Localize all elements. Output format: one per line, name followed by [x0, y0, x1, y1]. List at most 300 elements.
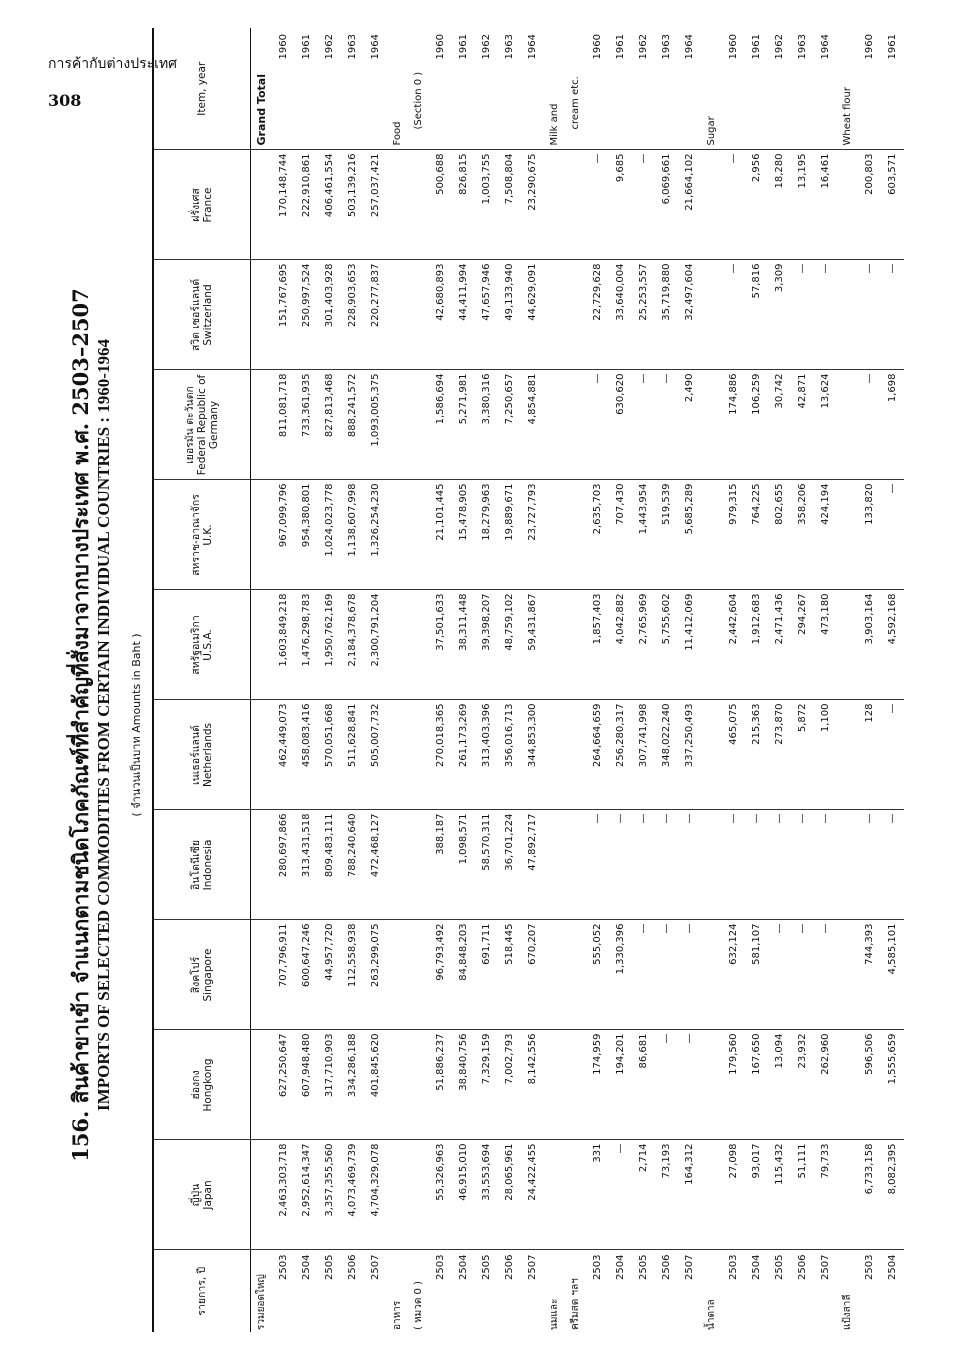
empty-cell — [701, 810, 722, 920]
value-cell: 607,948,480 — [295, 1030, 318, 1140]
value-cell: 826,815 — [452, 150, 475, 260]
empty-cell — [387, 1030, 408, 1140]
header-country — [153, 700, 251, 810]
header-country — [153, 150, 251, 260]
empty-cell — [387, 480, 408, 590]
value-cell: 691,711 — [475, 920, 498, 1030]
empty-cell — [544, 1140, 565, 1250]
section-sublabel-thai: ( หมวด 0 ) — [413, 1281, 424, 1330]
table-row — [475, 28, 498, 1332]
header-country-english: Singapore — [202, 948, 214, 1002]
empty-cell — [837, 370, 858, 480]
row-year-english: 1961 — [881, 28, 904, 150]
value-cell: 15,478,905 — [452, 480, 475, 590]
table-row — [364, 28, 387, 1332]
value-cell: 42,871 — [791, 370, 814, 480]
row-year-thai: 2503 — [435, 1254, 446, 1280]
value-cell: 632,124 — [722, 920, 745, 1030]
value-cell: 5,872 — [791, 700, 814, 810]
value-cell: 106,259 — [745, 370, 768, 480]
row-year-english: 1962 — [768, 28, 791, 150]
empty-cell — [544, 480, 565, 590]
table-row — [272, 28, 295, 1332]
header-country-thai: ญี่ปุ่น — [190, 1183, 202, 1207]
empty-cell — [251, 700, 273, 810]
value-cell: 388,187 — [429, 810, 452, 920]
value-cell: 37,501,633 — [429, 590, 452, 700]
empty-cell — [387, 260, 408, 370]
value-cell: 79,733 — [814, 1140, 837, 1250]
row-year-english: 1960 — [429, 28, 452, 150]
empty-cell — [408, 370, 429, 480]
value-cell: 51,111 — [791, 1140, 814, 1250]
value-cell: 47,657,946 — [475, 260, 498, 370]
row-year-thai: 2506 — [504, 1254, 515, 1280]
empty-cell — [565, 480, 586, 590]
header-country-thai: เยอรมัน ตะวันตก — [184, 386, 196, 464]
empty-cell — [408, 260, 429, 370]
empty-cell — [251, 150, 273, 260]
value-cell: 25,253,557 — [632, 260, 655, 370]
header-country-english: Hongkong — [202, 1058, 214, 1112]
header-country-thai: อินโดนีเซีย — [190, 840, 202, 890]
value-cell: — — [881, 480, 904, 590]
value-cell: — — [745, 810, 768, 920]
value-cell: 86,681 — [632, 1030, 655, 1140]
row-year-english: 1964 — [814, 28, 837, 150]
value-cell: — — [655, 1030, 678, 1140]
header-item-english: Item, year — [153, 28, 251, 150]
value-cell: 23,932 — [791, 1030, 814, 1140]
section-label-thai: อาหาร — [392, 1300, 403, 1330]
value-cell: — — [632, 810, 655, 920]
empty-cell — [408, 480, 429, 590]
empty-cell — [544, 260, 565, 370]
value-cell: 462,449,073 — [272, 700, 295, 810]
value-cell: 7,002,793 — [498, 1030, 521, 1140]
empty-cell — [251, 1140, 273, 1250]
value-cell: 3,903,164 — [858, 590, 881, 700]
section-label-thai: นมและ — [549, 1298, 560, 1330]
value-cell: 511,628,841 — [341, 700, 364, 810]
empty-cell — [544, 150, 565, 260]
empty-cell — [701, 370, 722, 480]
value-cell: 2,714 — [632, 1140, 655, 1250]
row-year-english: 1964 — [521, 28, 544, 150]
empty-cell — [565, 920, 586, 1030]
value-cell: — — [655, 920, 678, 1030]
value-cell: — — [722, 150, 745, 260]
value-cell: 707,796,911 — [272, 920, 295, 1030]
value-cell: 301,403,928 — [318, 260, 341, 370]
row-year-thai: 2506 — [661, 1254, 672, 1280]
row-year-thai: 2506 — [797, 1254, 808, 1280]
empty-cell — [701, 700, 722, 810]
value-cell: 1,443,954 — [632, 480, 655, 590]
value-cell: 744,393 — [858, 920, 881, 1030]
row-year-thai: 2503 — [278, 1254, 289, 1280]
value-cell: 811,081,718 — [272, 370, 295, 480]
empty-cell — [565, 590, 586, 700]
value-cell: — — [655, 370, 678, 480]
row-year-english: 1960 — [586, 28, 609, 150]
row-year-thai: 2505 — [481, 1254, 492, 1280]
value-cell: 55,326,963 — [429, 1140, 452, 1250]
empty-cell — [837, 810, 858, 920]
value-cell: — — [678, 1030, 701, 1140]
value-cell: 46,915,010 — [452, 1140, 475, 1250]
value-cell: 170,148,744 — [272, 150, 295, 260]
value-cell: — — [768, 810, 791, 920]
empty-cell — [408, 150, 429, 260]
value-cell: 280,697,866 — [272, 810, 295, 920]
value-cell: 13,195 — [791, 150, 814, 260]
empty-cell — [251, 810, 273, 920]
value-cell: 348,022,240 — [655, 700, 678, 810]
value-cell: 84,848,203 — [452, 920, 475, 1030]
row-year-thai: 2507 — [370, 1254, 381, 1280]
value-cell: 581,107 — [745, 920, 768, 1030]
section-label-thai: รวมยอดใหญ่ — [256, 1274, 267, 1330]
value-cell: 167,650 — [745, 1030, 768, 1140]
value-cell: 18,279,963 — [475, 480, 498, 590]
value-cell: 2,635,703 — [586, 480, 609, 590]
row-year-thai: 2504 — [301, 1254, 312, 1280]
value-cell: 500,688 — [429, 150, 452, 260]
value-cell: 1,330,396 — [609, 920, 632, 1030]
value-cell: 39,398,207 — [475, 590, 498, 700]
header-country-thai: เนเธอร์แลนด์ — [190, 725, 202, 785]
value-cell: 954,380,801 — [295, 480, 318, 590]
value-cell: 57,816 — [745, 260, 768, 370]
empty-cell — [701, 260, 722, 370]
value-cell: 11,412,069 — [678, 590, 701, 700]
section-label-english: Food — [387, 28, 408, 150]
row-year-english: 1964 — [364, 28, 387, 150]
value-cell: 18,280 — [768, 150, 791, 260]
value-cell: — — [632, 150, 655, 260]
row-year-english: 1961 — [295, 28, 318, 150]
value-cell: 115,432 — [768, 1140, 791, 1250]
table-row — [745, 28, 768, 1332]
header-country-thai: สิงคโปร์ — [190, 956, 202, 994]
value-cell: 164,312 — [678, 1140, 701, 1250]
empty-cell — [544, 590, 565, 700]
section-sublabel-english: cream etc. — [565, 28, 586, 150]
value-cell: 33,553,694 — [475, 1140, 498, 1250]
value-cell: 24,422,455 — [521, 1140, 544, 1250]
value-cell: 30,742 — [768, 370, 791, 480]
table-row — [858, 28, 881, 1332]
empty-cell — [544, 1030, 565, 1140]
empty-cell — [251, 920, 273, 1030]
value-cell: — — [609, 1140, 632, 1250]
running-head: การค้ากับต่างประเทศ — [48, 56, 178, 72]
empty-cell — [701, 150, 722, 260]
value-cell: 313,431,518 — [295, 810, 318, 920]
value-cell: — — [632, 920, 655, 1030]
value-cell: 2,956 — [745, 150, 768, 260]
page-number: 308 — [48, 91, 82, 110]
value-cell: 1,603,849,218 — [272, 590, 295, 700]
value-cell: 3,309 — [768, 260, 791, 370]
value-cell: — — [655, 810, 678, 920]
empty-cell — [565, 1030, 586, 1140]
value-cell: 257,037,421 — [364, 150, 387, 260]
header-country-english: Netherlands — [202, 723, 214, 788]
value-cell: 809,483,111 — [318, 810, 341, 920]
value-cell: 21,664,102 — [678, 150, 701, 260]
table-row — [429, 28, 452, 1332]
value-cell: 2,765,969 — [632, 590, 655, 700]
value-cell: 596,506 — [858, 1030, 881, 1140]
value-cell: 179,560 — [722, 1030, 745, 1140]
value-cell: 1,093,005,375 — [364, 370, 387, 480]
header-country — [153, 920, 251, 1030]
value-cell: 58,570,311 — [475, 810, 498, 920]
value-cell: 228,903,653 — [341, 260, 364, 370]
value-cell: 519,539 — [655, 480, 678, 590]
empty-cell — [837, 590, 858, 700]
section-label-thai: แป้งสาลี — [842, 1294, 853, 1330]
row-year-english: 1960 — [858, 28, 881, 150]
empty-cell — [544, 700, 565, 810]
value-cell: — — [791, 810, 814, 920]
value-cell: 7,329,159 — [475, 1030, 498, 1140]
header-country-english: U.S.A. — [202, 629, 214, 661]
table-row — [881, 28, 904, 1332]
value-cell: 707,430 — [609, 480, 632, 590]
value-cell: — — [814, 810, 837, 920]
empty-cell — [408, 1140, 429, 1250]
empty-cell — [408, 700, 429, 810]
empty-cell — [565, 370, 586, 480]
value-cell: 133,820 — [858, 480, 881, 590]
row-year-english: 1963 — [498, 28, 521, 150]
value-cell: 6,069,661 — [655, 150, 678, 260]
empty-cell — [701, 1030, 722, 1140]
value-cell: 23,290,675 — [521, 150, 544, 260]
value-cell: 967,099,796 — [272, 480, 295, 590]
value-cell: 1,003,755 — [475, 150, 498, 260]
empty-cell — [565, 810, 586, 920]
empty-cell — [544, 920, 565, 1030]
value-cell: 44,957,720 — [318, 920, 341, 1030]
section-label-english: Grand Total — [251, 28, 273, 150]
value-cell: 1,857,403 — [586, 590, 609, 700]
value-cell: 270,018,365 — [429, 700, 452, 810]
value-cell: 33,640,004 — [609, 260, 632, 370]
empty-cell — [408, 1030, 429, 1140]
value-cell: 2,471,436 — [768, 590, 791, 700]
header-country-thai: สหราช-อาณาจักร — [190, 494, 202, 576]
value-cell: 313,403,396 — [475, 700, 498, 810]
value-cell: — — [881, 810, 904, 920]
value-cell: 2,184,378,678 — [341, 590, 364, 700]
value-cell: 51,886,237 — [429, 1030, 452, 1140]
value-cell: 503,139,216 — [341, 150, 364, 260]
value-cell: 465,075 — [722, 700, 745, 810]
value-cell: 38,840,756 — [452, 1030, 475, 1140]
value-cell: — — [814, 260, 837, 370]
value-cell: 356,016,713 — [498, 700, 521, 810]
value-cell: 627,250,647 — [272, 1030, 295, 1140]
value-cell: 6,733,158 — [858, 1140, 881, 1250]
value-cell: 36,701,224 — [498, 810, 521, 920]
value-cell: — — [858, 810, 881, 920]
table-row — [768, 28, 791, 1332]
empty-cell — [408, 920, 429, 1030]
table-row — [498, 28, 521, 1332]
value-cell: 59,431,867 — [521, 590, 544, 700]
row-year-english: 1961 — [609, 28, 632, 150]
row-year-thai: 2504 — [887, 1254, 898, 1280]
value-cell: 2,442,604 — [722, 590, 745, 700]
value-cell: 802,655 — [768, 480, 791, 590]
empty-cell — [408, 810, 429, 920]
header-country-thai: ฮ่องกง — [190, 1070, 202, 1100]
header-country — [153, 810, 251, 920]
section-header-row — [701, 28, 722, 1332]
empty-cell — [837, 1030, 858, 1140]
value-cell: 261,173,269 — [452, 700, 475, 810]
value-cell: 13,624 — [814, 370, 837, 480]
header-country — [153, 260, 251, 370]
row-year-thai: 2505 — [638, 1254, 649, 1280]
row-year-thai: 2503 — [864, 1254, 875, 1280]
value-cell: 401,845,620 — [364, 1030, 387, 1140]
section-subheader-row — [565, 28, 586, 1332]
value-cell: 73,193 — [655, 1140, 678, 1250]
empty-cell — [387, 700, 408, 810]
value-cell: 334,286,188 — [341, 1030, 364, 1140]
value-cell: 424,194 — [814, 480, 837, 590]
value-cell: — — [586, 370, 609, 480]
value-cell: — — [722, 810, 745, 920]
row-year-english: 1963 — [655, 28, 678, 150]
row-year-english: 1962 — [318, 28, 341, 150]
value-cell: 264,664,659 — [586, 700, 609, 810]
value-cell: 670,207 — [521, 920, 544, 1030]
value-cell: 472,468,127 — [364, 810, 387, 920]
value-cell: 1,138,607,998 — [341, 480, 364, 590]
value-cell: — — [678, 920, 701, 1030]
value-cell: 7,250,657 — [498, 370, 521, 480]
empty-cell — [387, 920, 408, 1030]
imports-table — [152, 28, 904, 1332]
empty-cell — [701, 1140, 722, 1250]
value-cell: 21,101,445 — [429, 480, 452, 590]
row-year-thai: 2504 — [615, 1254, 626, 1280]
table-row — [791, 28, 814, 1332]
value-cell: 555,052 — [586, 920, 609, 1030]
value-cell: 128 — [858, 700, 881, 810]
header-country-english: Indonesia — [202, 839, 214, 891]
value-cell: 4,592,168 — [881, 590, 904, 700]
empty-cell — [837, 150, 858, 260]
value-cell: 222,910,861 — [295, 150, 318, 260]
value-cell: 1,100 — [814, 700, 837, 810]
value-cell: 27,098 — [722, 1140, 745, 1250]
value-cell: 8,142,556 — [521, 1030, 544, 1140]
empty-cell — [408, 590, 429, 700]
table-row — [814, 28, 837, 1332]
value-cell: 7,508,804 — [498, 150, 521, 260]
row-year-english: 1962 — [475, 28, 498, 150]
value-cell: 13,094 — [768, 1030, 791, 1140]
row-year-english: 1960 — [722, 28, 745, 150]
section-label-english: Sugar — [701, 28, 722, 150]
row-year-thai: 2507 — [820, 1254, 831, 1280]
value-cell: 3,357,355,560 — [318, 1140, 341, 1250]
table-row — [609, 28, 632, 1332]
table-row — [295, 28, 318, 1332]
row-year-thai: 2503 — [728, 1254, 739, 1280]
value-cell: 44,411,994 — [452, 260, 475, 370]
value-cell: 331 — [586, 1140, 609, 1250]
section-label-english: Milk and — [544, 28, 565, 150]
empty-cell — [837, 480, 858, 590]
value-cell: 19,889,671 — [498, 480, 521, 590]
value-cell: 5,271,981 — [452, 370, 475, 480]
value-cell: 570,051,668 — [318, 700, 341, 810]
value-cell: 48,759,102 — [498, 590, 521, 700]
header-country — [153, 370, 251, 480]
value-cell: 220,277,837 — [364, 260, 387, 370]
value-cell: 294,267 — [791, 590, 814, 700]
value-cell: 979,315 — [722, 480, 745, 590]
empty-cell — [701, 590, 722, 700]
value-cell: 112,558,938 — [341, 920, 364, 1030]
value-cell: 1,476,298,783 — [295, 590, 318, 700]
value-cell: 96,793,492 — [429, 920, 452, 1030]
table-row — [586, 28, 609, 1332]
value-cell: 473,180 — [814, 590, 837, 700]
header-country-thai: สวิต เซอร์แลนด์ — [190, 278, 202, 352]
value-cell: — — [678, 810, 701, 920]
table-row — [655, 28, 678, 1332]
value-cell: 49,133,940 — [498, 260, 521, 370]
value-cell: 38,311,448 — [452, 590, 475, 700]
row-year-english: 1961 — [745, 28, 768, 150]
value-cell: 93,017 — [745, 1140, 768, 1250]
table-title-english: IMPORTS OF SELECTED COMMODITIES FROM CERTAIN INDIVIDUAL COUNTRIES : 1960-1964 — [94, 339, 113, 1111]
empty-cell — [251, 1030, 273, 1140]
value-cell: 1,326,254,230 — [364, 480, 387, 590]
empty-cell — [251, 260, 273, 370]
empty-cell — [565, 260, 586, 370]
table-row — [318, 28, 341, 1332]
row-year-thai: 2503 — [592, 1254, 603, 1280]
section-sublabel-thai: ครีมสด ฯลฯ — [570, 1278, 581, 1330]
value-cell: 174,959 — [586, 1030, 609, 1140]
table-row — [341, 28, 364, 1332]
value-cell: 8,082,395 — [881, 1140, 904, 1250]
value-cell: 1,555,659 — [881, 1030, 904, 1140]
table-row — [722, 28, 745, 1332]
row-year-thai: 2505 — [324, 1254, 335, 1280]
value-cell: 174,886 — [722, 370, 745, 480]
value-cell: 630,620 — [609, 370, 632, 480]
value-cell: 28,065,961 — [498, 1140, 521, 1250]
value-cell: 1,586,694 — [429, 370, 452, 480]
value-cell: — — [632, 370, 655, 480]
value-cell: — — [609, 810, 632, 920]
value-cell: 5,755,602 — [655, 590, 678, 700]
value-cell: 200,803 — [858, 150, 881, 260]
empty-cell — [701, 920, 722, 1030]
value-cell: — — [814, 920, 837, 1030]
